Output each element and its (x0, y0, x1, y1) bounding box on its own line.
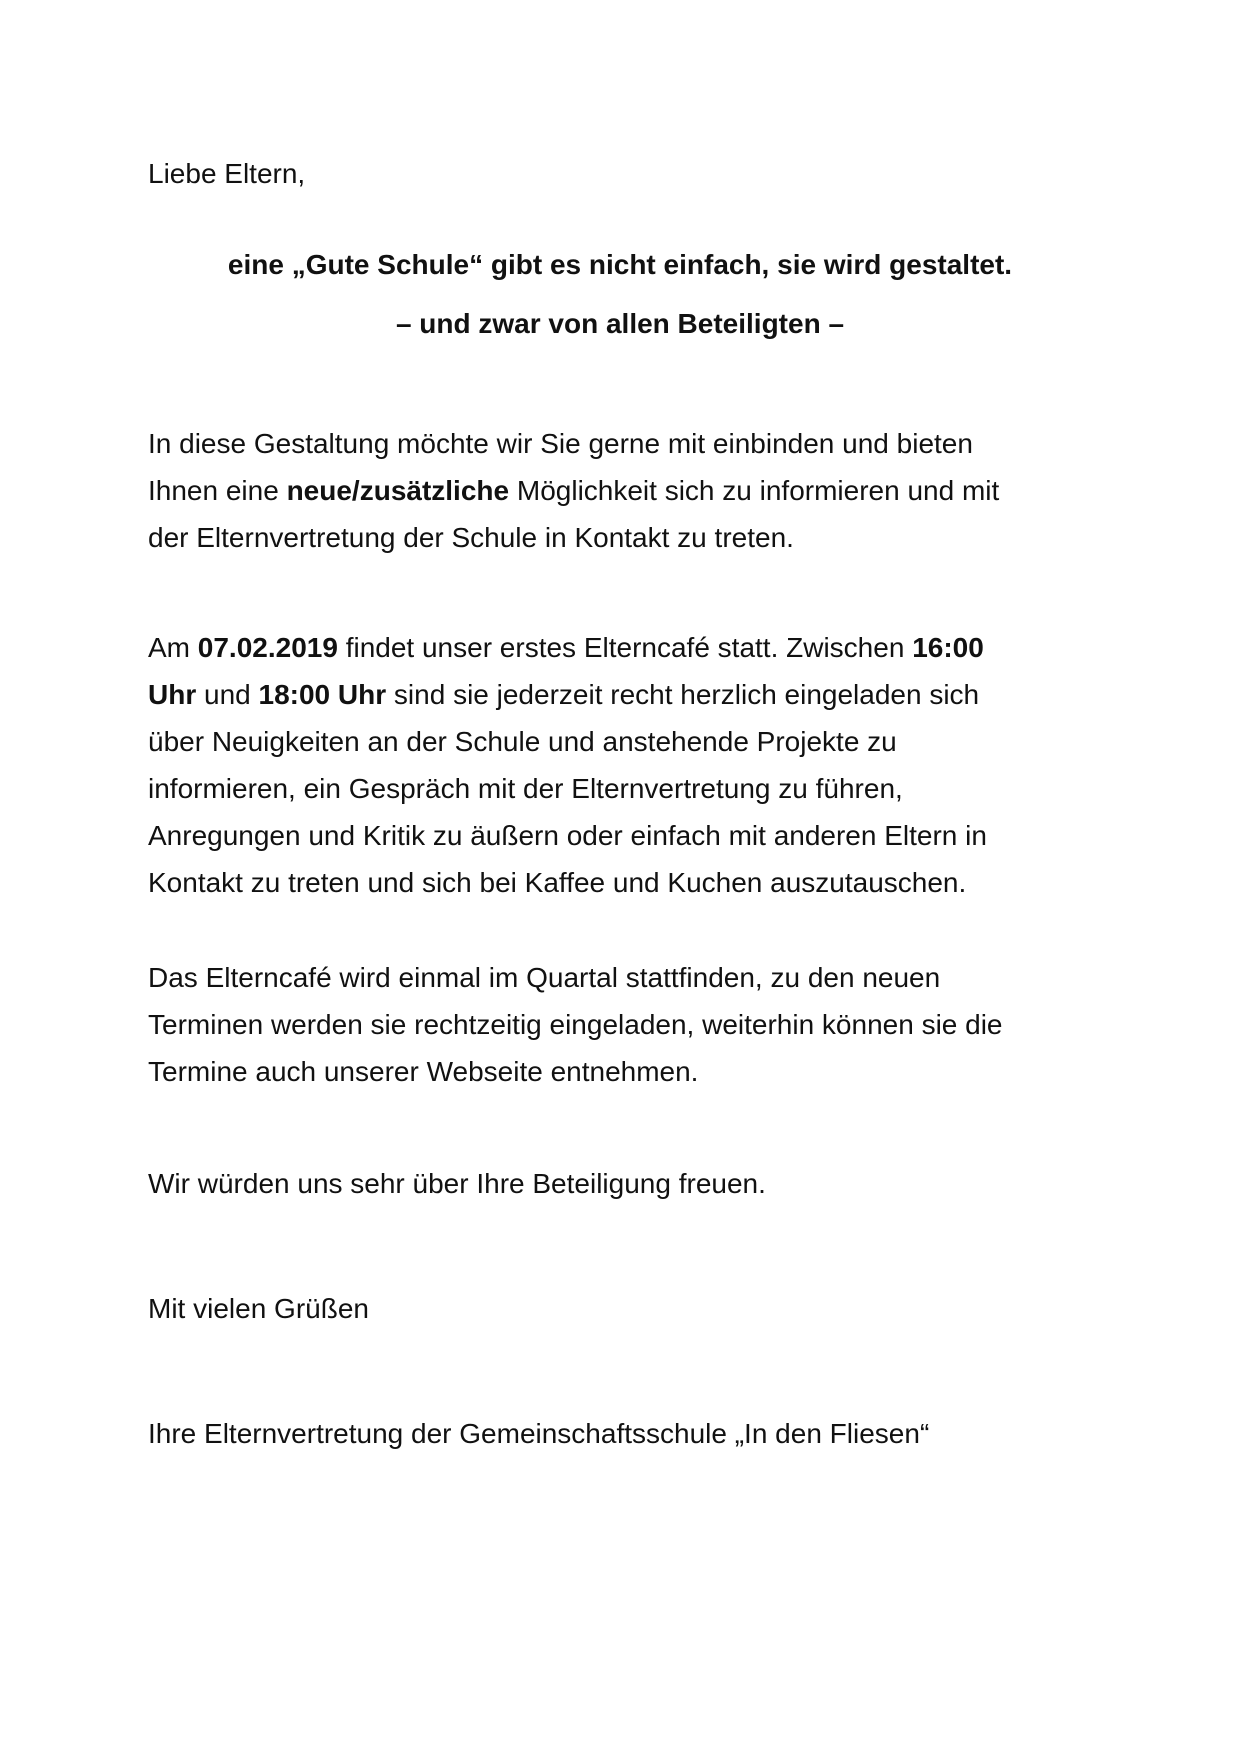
paragraph-schedule (148, 954, 1108, 1095)
salutation: Liebe Eltern, (148, 158, 306, 189)
paragraph-line: Das Elterncafé wird einmal im Quartal stattfinden, zu den neuen (148, 962, 941, 993)
text-run: Möglichkeit sich zu informieren und mit (509, 475, 1000, 506)
paragraph-line: der Elternvertretung der Schule in Kontakt zu treten. (148, 522, 794, 553)
event-start-time-unit: Uhr (148, 679, 197, 710)
paragraph-line: Anregungen und Kritik zu äußern oder einfach mit anderen Eltern in (148, 820, 987, 851)
motto-line-2: – und zwar von allen Beteiligten – (395, 308, 845, 339)
paragraph-line: informieren, ein Gespräch mit der Elternvertretung zu führen, (148, 773, 903, 804)
paragraph-line: Termine auch unserer Webseite entnehmen. (148, 1056, 699, 1087)
emphasis: neue/zusätzliche (286, 475, 510, 506)
text-run: sind sie jederzeit recht herzlich eingeladen sich (386, 679, 980, 710)
paragraph-line (148, 671, 1108, 718)
event-date: 07.02.2019 (197, 632, 338, 663)
motto-line-1: eine „Gute Schule“ gibt es nicht einfach, sie wird gestaltet. (227, 249, 1013, 280)
paragraph-line: In diese Gestaltung möchte wir Sie gerne mit einbinden und bieten (148, 428, 973, 459)
paragraph-line: über Neuigkeiten an der Schule und anstehende Projekte zu (148, 726, 897, 757)
paragraph-event (148, 624, 1108, 906)
signature: Ihre Elternvertretung der Gemeinschaftsschule „In den Fliesen“ (148, 1418, 930, 1449)
paragraph-line (148, 467, 1108, 514)
paragraph-participation: Wir würden uns sehr über Ihre Beteiligung freuen. (148, 1168, 766, 1199)
paragraph-invitation (148, 420, 1108, 561)
text-run: Am (148, 632, 198, 663)
paragraph-line (148, 624, 1108, 671)
text-run: und (196, 679, 259, 710)
closing: Mit vielen Grüßen (148, 1293, 369, 1324)
event-end-time: 18:00 Uhr (258, 679, 387, 710)
text-run: Ihnen eine (148, 475, 287, 506)
event-start-time: 16:00 (912, 632, 984, 663)
paragraph-line: Kontakt zu treten und sich bei Kaffee und Kuchen auszutauschen. (148, 867, 967, 898)
paragraph-line: Terminen werden sie rechtzeitig eingeladen, weiterhin können sie die (148, 1009, 1003, 1040)
text-run: findet unser erstes Elterncafé statt. Zwischen (337, 632, 913, 663)
